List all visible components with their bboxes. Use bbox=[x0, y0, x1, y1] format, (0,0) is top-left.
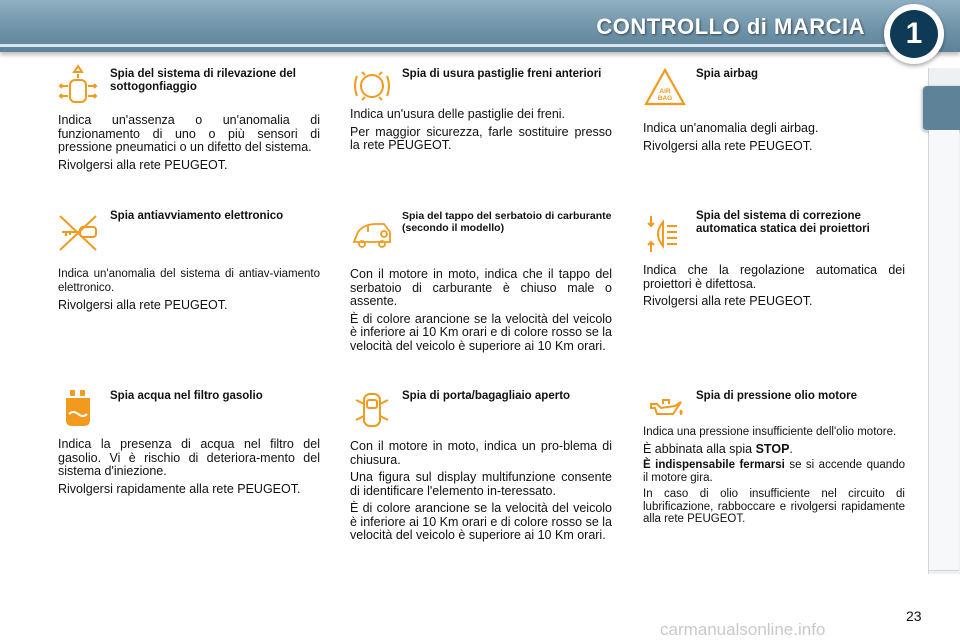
item-text-part: se si accende quando il motore gira. bbox=[643, 459, 905, 484]
item-text bbox=[350, 268, 612, 357]
item-text bbox=[58, 114, 320, 176]
item-paragraph: Indica che la regolazione automatica dei proiettori è difettosa. bbox=[643, 263, 905, 291]
watermark: carmanualsonline.info bbox=[660, 620, 826, 639]
item-paragraph: Rivolgersi rapidamente alla rete PEUGEOT. bbox=[58, 481, 301, 496]
item-paragraph: Rivolgersi alla rete PEUGEOT. bbox=[643, 294, 813, 308]
item-text-part: . bbox=[789, 441, 793, 456]
item-text bbox=[643, 264, 905, 313]
airbag-icon bbox=[643, 66, 687, 110]
svg-text:BAG: BAG bbox=[657, 95, 673, 102]
item-paragraph: In caso di olio insufficiente nel circuito di lubrificazione, rabboccare e rivolgersi rapidamente alla rete PEUGEOT. bbox=[643, 488, 905, 525]
svg-text:AIR: AIR bbox=[659, 88, 671, 95]
item-paragraph: Rivolgersi alla rete PEUGEOT. bbox=[643, 138, 813, 153]
item-title: Spia del sistema di correzione automatica statica dei proiettori bbox=[696, 210, 870, 235]
chapter-tab[interactable] bbox=[929, 526, 959, 571]
header-band bbox=[0, 0, 960, 52]
brake-pad-icon bbox=[350, 64, 394, 108]
item-text-part: È abbinata alla spia bbox=[643, 441, 756, 456]
stop-lamp-reference: STOP bbox=[755, 441, 790, 456]
item-paragraph: Indica un'assenza o un'anomalia di funzionamento di uno o più sensori di pressione pneumatici o un difetto del sistema. bbox=[58, 113, 320, 154]
item-text bbox=[350, 440, 612, 547]
item-paragraph bbox=[643, 443, 905, 456]
item-title: Spia di pressione olio motore bbox=[696, 390, 858, 402]
chapter-tab[interactable] bbox=[929, 394, 959, 439]
item-paragraph: Rivolgersi alla rete PEUGEOT. bbox=[58, 157, 228, 172]
item-title: Spia acqua nel filtro gasolio bbox=[110, 390, 263, 402]
chapter-tab[interactable] bbox=[929, 482, 959, 527]
item-paragraph: Con il motore in moto, indica che il tappo del serbatoio di carburante è chiuso male o assente. bbox=[350, 267, 612, 308]
item-title: Spia airbag bbox=[696, 68, 758, 80]
oil-pressure-icon bbox=[643, 386, 687, 430]
chapter-tab[interactable] bbox=[929, 438, 959, 483]
item-paragraph: È di colore arancione se la velocità del veicolo è inferiore ai 10 Km orari e di colore rosso se la velocità del veicolo è superiore ai 10 Km orari. bbox=[350, 311, 612, 353]
header-stripe bbox=[0, 44, 900, 47]
chapter-tab-active[interactable] bbox=[923, 86, 960, 131]
chapter-tab[interactable] bbox=[929, 350, 959, 395]
immobilizer-key-icon bbox=[56, 210, 100, 254]
item-title: Spia del sistema di rilevazione del sottogonfiaggio bbox=[110, 68, 296, 93]
item-paragraph: Indica una pressione insufficiente dell'olio motore. bbox=[643, 426, 897, 438]
item-text bbox=[643, 122, 905, 157]
item-paragraph: Per maggior sicurezza, farle sostituire presso la rete PEUGEOT. bbox=[350, 124, 612, 152]
item-paragraph: Indica la presenza di acqua nel filtro del gasolio. Vi è rischio di deteriora-mento del sistema d'iniezione. bbox=[58, 437, 320, 478]
page-title: CONTROLLO di MARCIA bbox=[596, 14, 865, 39]
water-in-diesel-icon bbox=[56, 386, 100, 430]
item-title: Spia di porta/bagagliaio aperto bbox=[402, 390, 571, 402]
item-paragraph: Indica un'usura delle pastiglie dei freni. bbox=[350, 107, 566, 121]
item-paragraph: Una figura sul display multifunzione consente di identificare l'elemento in-teressato. bbox=[350, 470, 612, 498]
chapter-tabs bbox=[928, 68, 960, 574]
item-paragraph: È di colore arancione se la velocità del veicolo è inferiore ai 10 Km orari e di colore rosso se la velocità del veicolo è superiore ai 10 Km orari. bbox=[350, 501, 612, 542]
chapter-tab[interactable] bbox=[929, 130, 959, 175]
door-open-icon bbox=[350, 388, 394, 432]
item-paragraph: Indica un'anomalia degli airbag. bbox=[643, 121, 819, 135]
item-paragraph: Indica un'anomalia del sistema di antiav-viamento elettronico. bbox=[58, 268, 320, 294]
page-number: 23 bbox=[906, 608, 922, 624]
item-paragraph: Con il motore in moto, indica un pro-blema di chiusura. bbox=[350, 439, 612, 467]
headlamp-levelling-icon bbox=[643, 212, 687, 256]
item-paragraph bbox=[643, 459, 905, 484]
chapter-tab[interactable] bbox=[929, 174, 959, 219]
chapter-tab[interactable] bbox=[929, 218, 959, 263]
item-text bbox=[643, 426, 905, 530]
chapter-tab[interactable] bbox=[929, 306, 959, 351]
chapter-number: 1 bbox=[890, 10, 938, 58]
item-paragraph: Rivolgersi alla rete PEUGEOT. bbox=[58, 298, 228, 312]
item-text bbox=[350, 108, 612, 157]
chapter-tab[interactable] bbox=[929, 262, 959, 307]
item-text bbox=[58, 438, 320, 500]
tyre-pressure-icon bbox=[56, 64, 100, 108]
chapter-badge bbox=[884, 4, 944, 64]
fuel-cap-icon bbox=[350, 212, 394, 256]
must-stop-emphasis: È indispensabile fermarsi bbox=[643, 459, 785, 471]
item-title: Spia di usura pastiglie freni anteriori bbox=[402, 68, 602, 80]
item-title: Spia del tappo del serbatoio di carburante (secondo il modello) bbox=[402, 210, 612, 234]
item-title: Spia antiavviamento elettronico bbox=[110, 210, 284, 222]
item-text bbox=[58, 268, 320, 317]
